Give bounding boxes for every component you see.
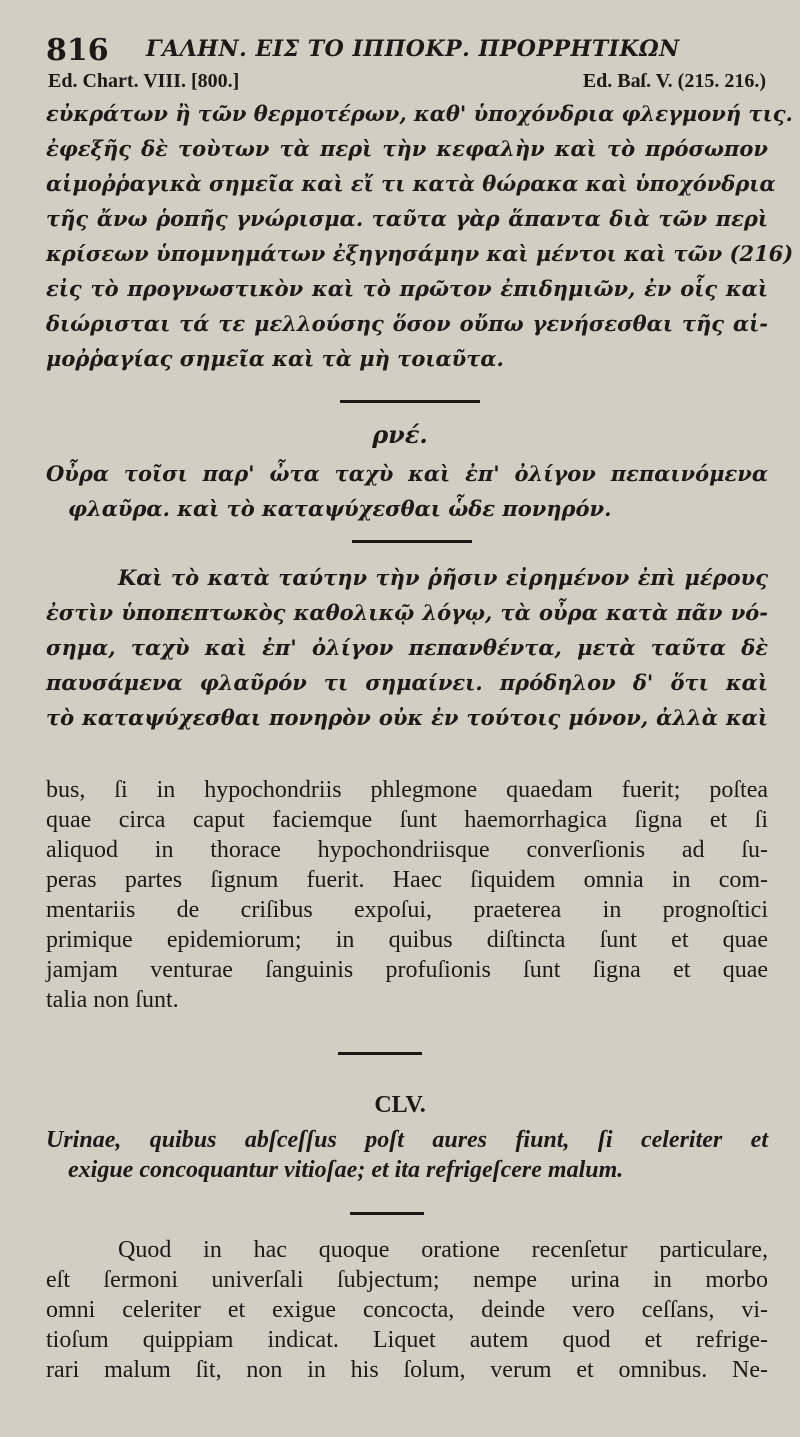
- latin-paragraph-top: [46, 775, 768, 1015]
- text-line: φλαῦρα. καὶ τὸ καταψύχεσθαι ὧδε πονηρόν.: [68, 496, 612, 521]
- text-line: omni celeriter et exigue concocta, deinde vero ceſſans, vi-: [46, 1297, 768, 1323]
- text-line: παυσάμενα φλαῦρόν τι σημαίνει. πρόδηλον δ' ὅτι καὶ: [46, 670, 768, 695]
- greek-aphorism: [46, 456, 768, 526]
- text-line: Urinae, quibus abſceſſus poſt aures fiunt, ſi celeriter et: [46, 1127, 768, 1153]
- greek-commentary: [46, 560, 768, 735]
- text-line: talia non ſunt.: [46, 987, 179, 1013]
- latin-section-number: CLV.: [374, 1092, 426, 1118]
- text-line: τῆς ἄνω ῥοπῆς γνώρισμα. ταῦτα γὰρ ἅπαντα διὰ τῶν περὶ: [46, 206, 768, 231]
- latin-aphorism: [46, 1125, 768, 1185]
- text-line: Οὖρα τοῖσι παρ' ὦτα ταχὺ καὶ ἐπ' ὀλίγον πεπαινόμενα: [46, 461, 768, 486]
- text-line: ἐφεξῆς δὲ τοὺτων τὰ περὶ τὴν κεφαλὴν καὶ τὸ πρόσωπον: [46, 136, 768, 161]
- latin-commentary: [46, 1235, 768, 1385]
- edition-reference-basel: Ed. Baſ. V. (215. 216.): [582, 70, 766, 92]
- text-line: ἐστὶν ὑποπεπτωκὸς καθολικῷ λόγῳ, τὰ οὖρα κατὰ πᾶν νό-: [46, 600, 768, 625]
- greek-section-number: ρνέ.: [372, 420, 428, 449]
- text-line: διώρισται τά τε μελλούσης ὅσον οὔπω γενήσεσθαι τῆς αἱ-: [46, 311, 768, 336]
- edition-reference-chartier: Ed. Chart. VIII. [800.]: [48, 70, 240, 92]
- text-line: εὐκράτων ἢ τῶν θερμοτέρων, καθ' ὑποχόνδρια φλεγμονή τις.: [46, 101, 793, 126]
- running-title: ΓΑΛΗΝ. ΕΙΣ ΤΟ ΙΠΠΟΚΡ. ΠΡΟΡΡΗΤΙΚΩΝ: [146, 36, 680, 62]
- text-line: Καὶ τὸ κατὰ ταύτην τὴν ῥῆσιν εἰρημένον ἐπὶ μέρους: [118, 565, 768, 590]
- text-line: τὸ καταψύχεσθαι πονηρὸν οὐκ ἐν τούτοις μόνον, ἀλλὰ καὶ: [46, 705, 768, 730]
- page-number: 816: [46, 33, 109, 68]
- text-line: rari malum ſit, non in his ſolum, verum et omnibus. Ne-: [46, 1357, 768, 1383]
- edition-reference-row: [48, 70, 766, 93]
- text-line: eſt ſermoni univerſali ſubjectum; nempe urina in morbo: [46, 1267, 768, 1293]
- text-line: bus, ſi in hypochondriis phlegmone quaedam fuerit; poſtea: [46, 777, 768, 803]
- text-line: σημα, ταχὺ καὶ ἐπ' ὀλίγον πεπανθέντα, μετὰ ταῦτα δὲ: [46, 635, 768, 660]
- greek-paragraph-top: [46, 96, 794, 376]
- section-divider: [338, 1052, 422, 1055]
- text-line: εἰς τὸ προγνωστικὸν καὶ τὸ πρῶτον ἐπιδημιῶν, ἐν οἷς καὶ: [46, 276, 768, 301]
- text-line: jamjam venturae ſanguinis profuſionis ſunt ſigna et quae: [46, 957, 768, 983]
- latin-section-heading: [0, 1090, 800, 1120]
- text-line: primique epidemiorum; in quibus diſtincta ſunt et quae: [46, 927, 768, 953]
- section-divider: [340, 400, 480, 403]
- section-divider: [352, 540, 472, 543]
- text-line: Quod in hac quoque oratione recenſetur particulare,: [118, 1237, 768, 1263]
- text-line: αἱμοῤῥαγικὰ σημεῖα καὶ εἴ τι κατὰ θώρακα καὶ ὑποχόνδρια: [46, 171, 776, 196]
- text-line: quae circa caput faciemque ſunt haemorrhagica ſigna et ſi: [46, 807, 768, 833]
- text-line: tioſum quippiam indicat. Liquet autem quod et refrige-: [46, 1327, 768, 1353]
- text-line: κρίσεων ὑπομνημάτων ἐξηγησάμην καὶ μέντοι καὶ τῶν (216): [46, 241, 794, 266]
- text-line: exigue concoquantur vitioſae; et ita refrigeſcere malum.: [68, 1157, 624, 1183]
- text-line: aliquod in thorace hypochondriisque converſionis ad ſu-: [46, 837, 768, 863]
- text-line: mentariis de criſibus expoſui, praeterea in prognoſtici: [46, 897, 768, 923]
- section-divider: [350, 1212, 424, 1215]
- text-line: peras partes ſignum fuerit. Haec ſiquidem omnia in com-: [46, 867, 768, 893]
- text-line: μοῤῥαγίας σημεῖα καὶ τὰ μὴ τοιαῦτα.: [46, 346, 504, 371]
